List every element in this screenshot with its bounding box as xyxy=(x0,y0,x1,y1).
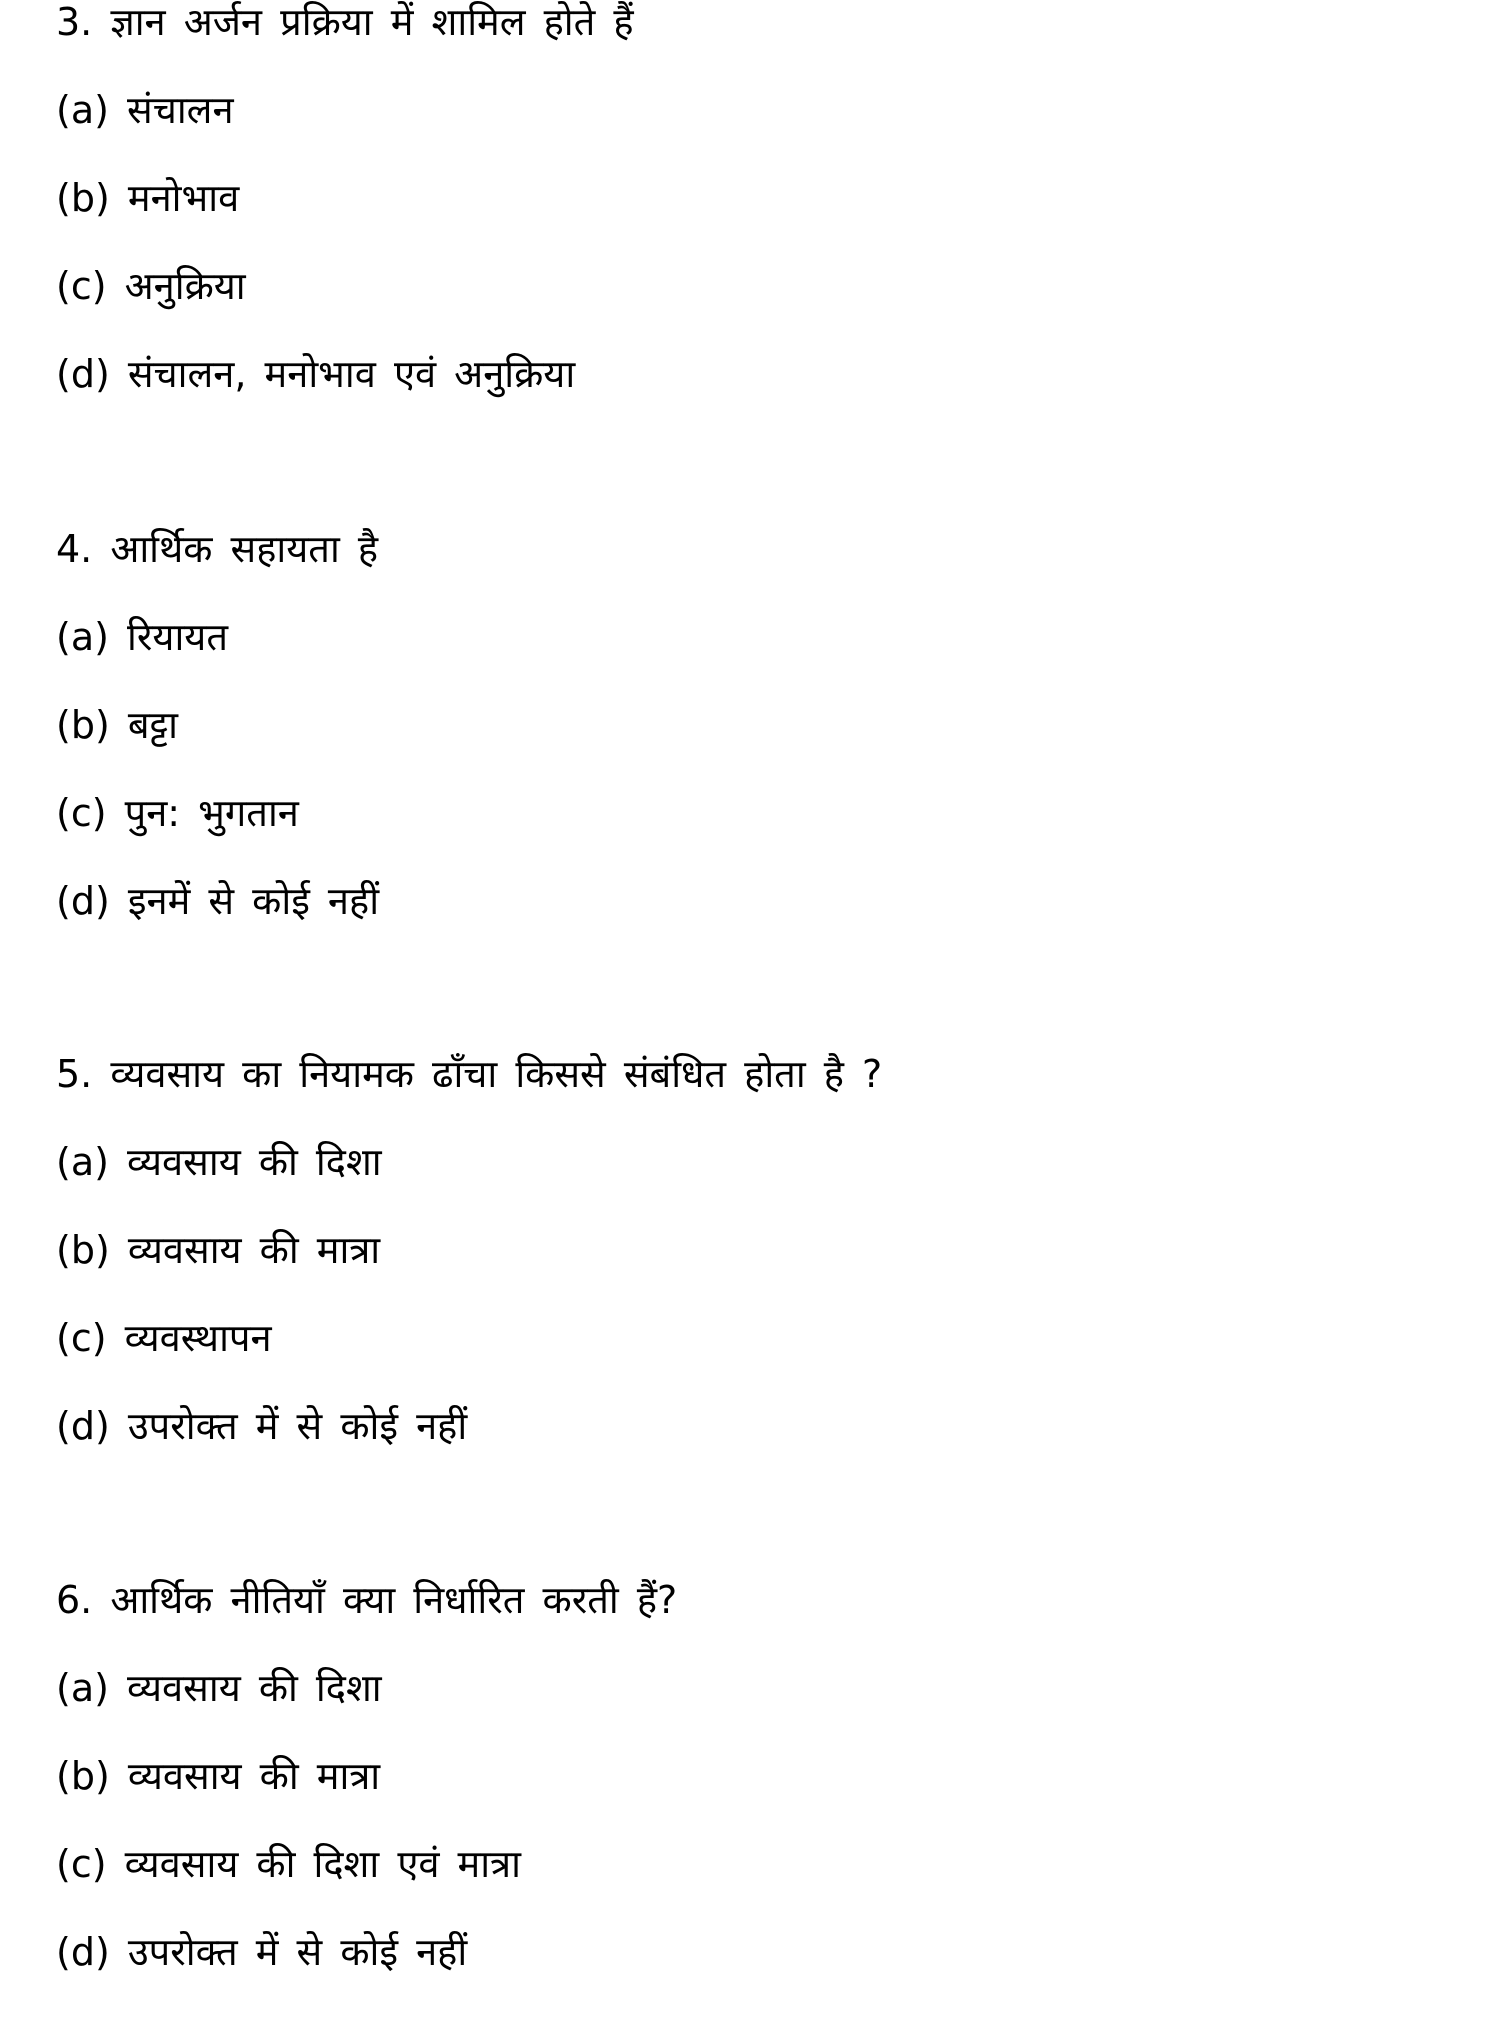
option-b: (b) मनोभाव xyxy=(56,176,240,220)
question-6 xyxy=(56,1556,1456,1996)
option-b: (b) व्यवसाय की मात्रा xyxy=(56,1754,381,1798)
question-3 xyxy=(56,0,1456,418)
question-stem: 3. ज्ञान अर्जन प्रक्रिया में शामिल होते हैं xyxy=(56,0,634,44)
option-d: (d) इनमें से कोई नहीं xyxy=(56,879,380,923)
question-stem: 4. आर्थिक सहायता है xyxy=(56,527,379,571)
option-a: (a) संचालन xyxy=(56,88,234,132)
question-stem: 5. व्यवसाय का नियामक ढाँचा किससे संबंधित होता है ? xyxy=(56,1052,883,1096)
question-stem: 6. आर्थिक नीतियाँ क्या निर्धारित करती हैं? xyxy=(56,1578,678,1622)
option-d: (d) उपरोक्त में से कोई नहीं xyxy=(56,1930,468,1974)
option-c: (c) अनुक्रिया xyxy=(56,264,246,308)
option-c: (c) व्यवसाय की दिशा एवं मात्रा xyxy=(56,1842,521,1886)
option-d: (d) उपरोक्त में से कोई नहीं xyxy=(56,1404,468,1448)
option-b: (b) व्यवसाय की मात्रा xyxy=(56,1228,381,1272)
option-c: (c) पुन: भुगतान xyxy=(56,791,299,835)
option-c: (c) व्यवस्थापन xyxy=(56,1316,272,1360)
option-a: (a) व्यवसाय की दिशा xyxy=(56,1140,382,1184)
option-b: (b) बट्टा xyxy=(56,703,178,747)
option-a: (a) रियायत xyxy=(56,615,228,659)
question-5 xyxy=(56,1030,1456,1470)
option-a: (a) व्यवसाय की दिशा xyxy=(56,1666,382,1710)
question-4 xyxy=(56,505,1456,945)
option-d: (d) संचालन, मनोभाव एवं अनुक्रिया xyxy=(56,352,576,396)
